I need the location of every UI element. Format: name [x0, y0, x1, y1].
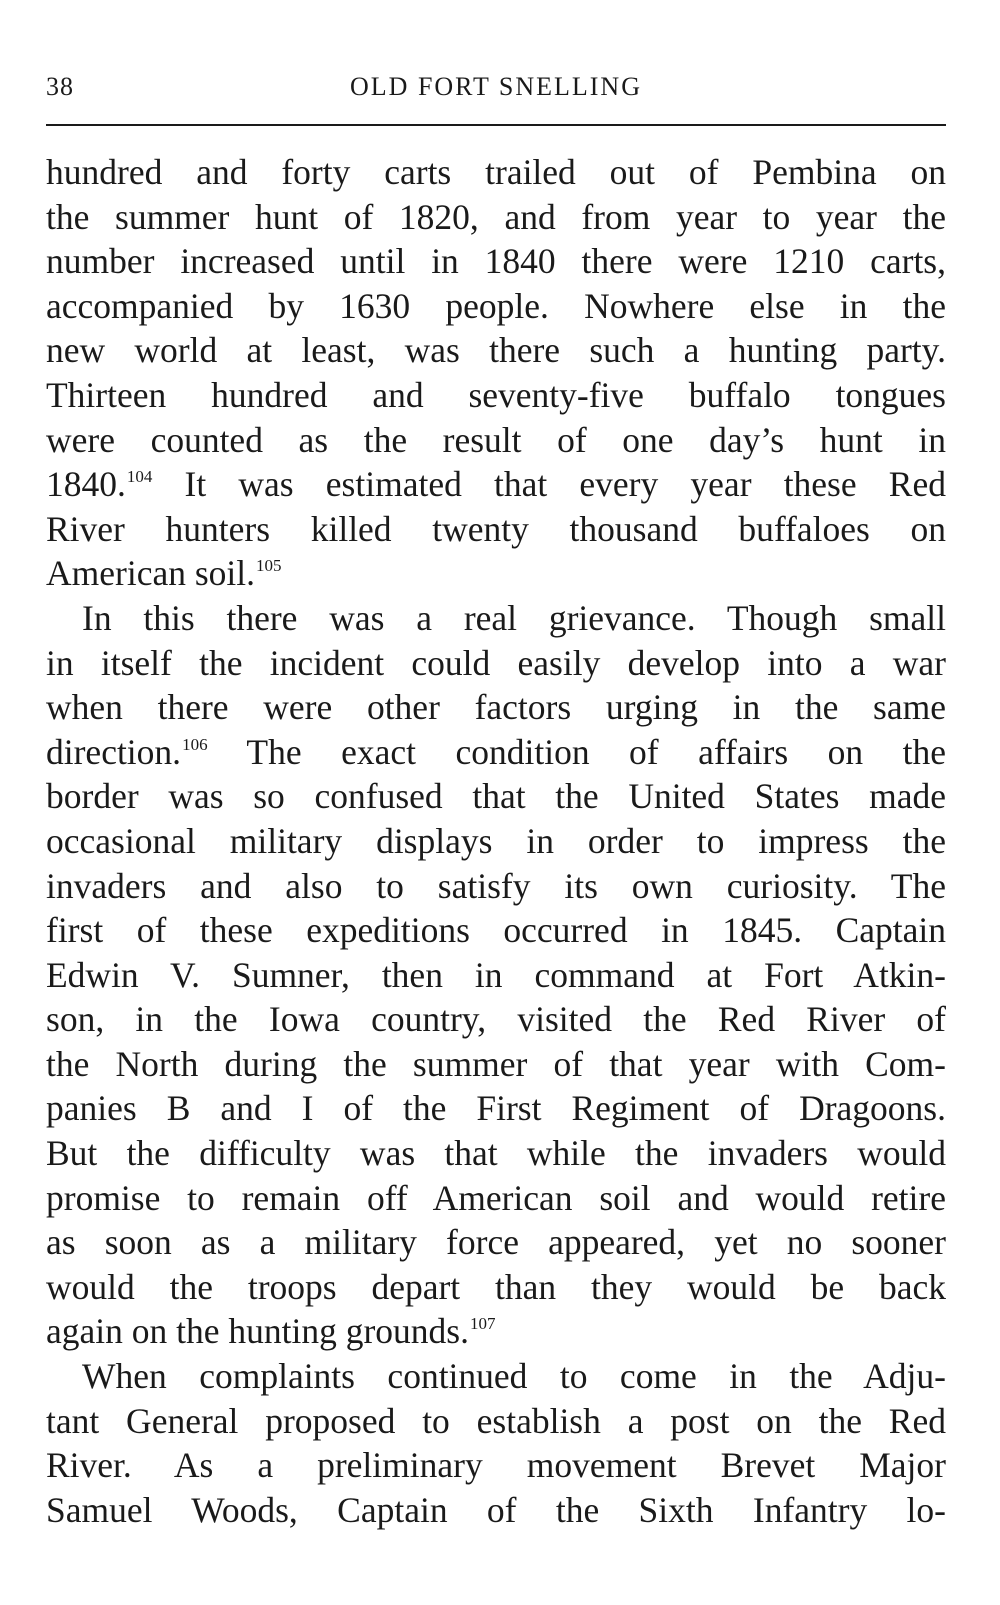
text-line: Samuel Woods, Captain of the Sixth Infantry lo- [46, 1489, 946, 1530]
text-fragment: direction. [46, 731, 182, 772]
text-fragment: It was estimated that every year these Red [152, 464, 946, 505]
paragraph-2 [46, 596, 946, 1354]
text-line: when there were other factors urging in the same [46, 687, 946, 728]
footnote-ref-107: 107 [469, 1314, 496, 1334]
text-line: as soon as a military force appeared, yet no sooner [46, 1222, 946, 1263]
paragraph-3 [46, 1354, 946, 1532]
text-line: But the difficulty was that while the invaders would [46, 1133, 946, 1174]
text-line: border was so confused that the United States made [46, 776, 946, 817]
text-line: occasional military displays in order to impress the [46, 820, 946, 861]
text-line: in itself the incident could easily develop into a war [46, 642, 946, 683]
text-line: River hunters killed twenty thousand buffaloes on [46, 508, 946, 549]
text-line: promise to remain off American soil and would retire [46, 1177, 946, 1218]
text-line [46, 462, 946, 507]
text-line: the North during the summer of that year with Com- [46, 1043, 946, 1084]
text-line: When complaints continued to come in the Adju- [82, 1356, 946, 1397]
body-text [46, 150, 946, 1532]
footnote-ref-106: 106 [182, 734, 208, 754]
running-head [46, 72, 946, 112]
text-line: the summer hunt of 1820, and from year to year the [46, 196, 946, 237]
text-line: panies B and I of the First Regiment of Dragoons. [46, 1088, 946, 1129]
text-line: would the troops depart than they would be back [46, 1266, 946, 1307]
footnote-ref-104: 104 [126, 467, 153, 487]
text-fragment: The exact condition of affairs on the [207, 731, 946, 772]
text-fragment: 1840. [46, 464, 126, 505]
text-line: Edwin V. Sumner, then in command at Fort Atkin- [46, 954, 946, 995]
text-line: tant General proposed to establish a post on the Red [46, 1400, 946, 1441]
text-line: son, in the Iowa country, visited the Red River of [46, 999, 946, 1040]
text-line: number increased until in 1840 there were 1210 carts, [46, 241, 946, 282]
header-rule [46, 124, 946, 126]
page-number: 38 [46, 72, 74, 101]
running-title: OLD FORT SNELLING [350, 72, 642, 101]
text-line: River. As a preliminary movement Brevet Major [46, 1445, 946, 1486]
text-line: invaders and also to satisfy its own curiosity. The [46, 865, 946, 906]
text-line: accompanied by 1630 people. Nowhere else in the [46, 285, 946, 326]
text-line: hundred and forty carts trailed out of Pembina on [46, 152, 946, 192]
text-line [46, 1309, 946, 1354]
paragraph-1 [46, 150, 946, 596]
text-line: first of these expeditions occurred in 1845. Captain [46, 910, 946, 951]
text-line [46, 551, 946, 596]
text-line: Thirteen hundred and seventy-five buffalo tongues [46, 374, 946, 415]
text-line: new world at least, was there such a hunting party. [46, 330, 946, 371]
footnote-ref-105: 105 [256, 556, 282, 576]
text-line: In this there was a real grievance. Though small [82, 597, 946, 638]
text-fragment: again on the hunting grounds. [46, 1311, 469, 1352]
text-line: were counted as the result of one day’s hunt in [46, 419, 946, 460]
text-fragment: American soil. [46, 553, 255, 594]
text-line [46, 730, 946, 775]
book-page [46, 0, 946, 1605]
